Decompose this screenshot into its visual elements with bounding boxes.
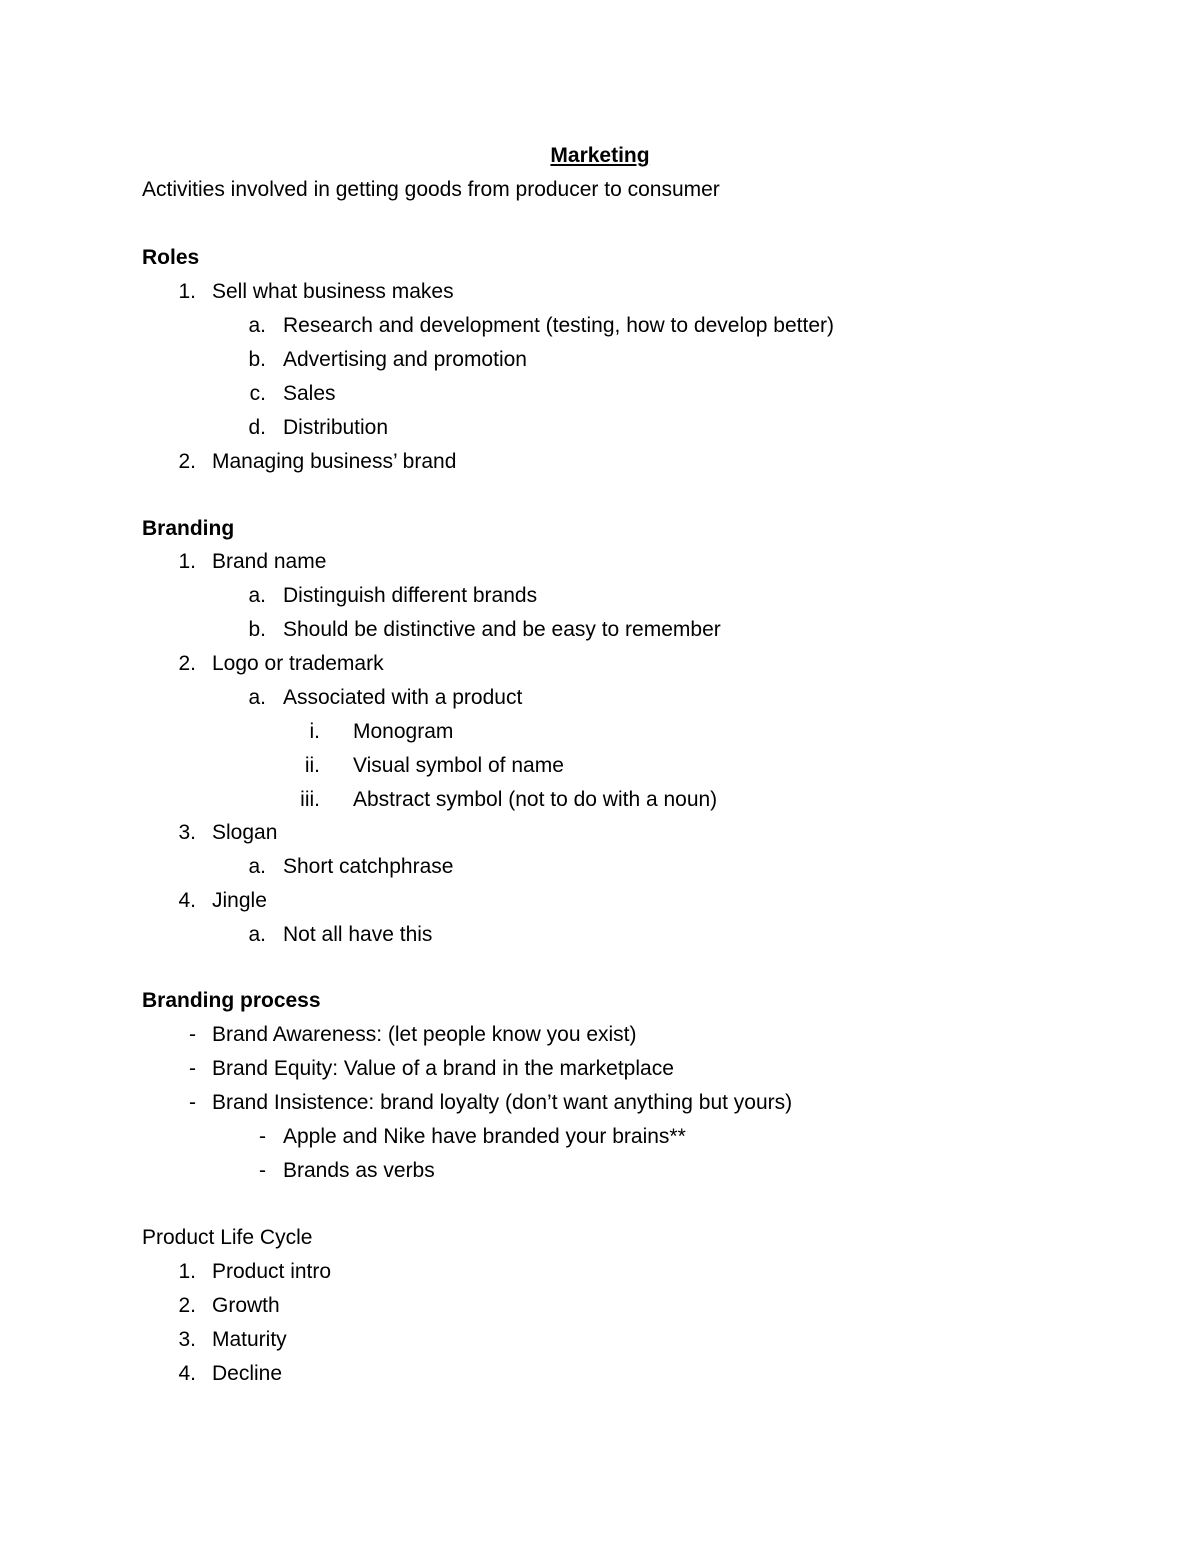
list-marker: b. [248,618,266,641]
list-marker: a. [248,855,266,878]
list-marker: 1. [178,550,196,573]
list-item: Should be distinctive and be easy to remember [283,618,721,641]
list-item: Brand Equity: Value of a brand in the marketplace [212,1057,674,1080]
list-marker: 4. [178,889,196,912]
list-item: Logo or trademark [212,652,384,675]
list-item: Brand name [212,550,327,573]
list-item: Abstract symbol (not to do with a noun) [353,788,718,811]
list-marker: iii. [300,788,320,811]
list-marker: a. [248,923,266,946]
list-marker: - [259,1159,266,1182]
list-marker: a. [248,584,266,607]
list-marker: - [189,1023,196,1046]
list-item: Apple and Nike have branded your brains** [283,1125,686,1148]
list-item: Associated with a product [283,686,523,709]
list-item: Short catchphrase [283,855,454,878]
list-marker: - [189,1091,196,1114]
list-marker: 4. [178,1362,196,1385]
list-item: Jingle [212,889,267,912]
list-marker: c. [249,382,266,405]
list-marker: d. [248,416,266,439]
list-item: Slogan [212,821,278,844]
list-marker: i. [309,720,320,743]
list-marker: - [189,1057,196,1080]
section-heading-branding: Branding [142,517,235,540]
list-item: Distribution [283,416,389,439]
list-item: Brand Insistence: brand loyalty (don’t want anything but yours) [212,1091,793,1114]
list-marker: 1. [178,280,196,303]
list-marker: b. [248,348,266,371]
list-marker: ii. [304,754,320,777]
list-item: Brands as verbs [283,1159,435,1182]
list-marker: 1. [178,1260,196,1283]
section-heading-branding-process: Branding process [142,989,321,1012]
list-item: Sales [283,382,336,405]
section-heading-product-life-cycle: Product Life Cycle [142,1226,313,1249]
list-item: Managing business’ brand [212,450,457,473]
list-item: Research and development (testing, how to develop better) [283,314,834,337]
list-item: Product intro [212,1260,332,1283]
list-item: Maturity [212,1328,287,1351]
list-marker: 2. [178,450,196,473]
page-title: Marketing [550,144,650,167]
list-marker: - [259,1125,266,1148]
list-item: Decline [212,1362,283,1385]
list-item: Growth [212,1294,280,1317]
list-item: Visual symbol of name [353,754,564,777]
list-item: Distinguish different brands [283,584,538,607]
list-marker: 2. [178,652,196,675]
list-item: Sell what business makes [212,280,454,303]
list-item: Not all have this [283,923,433,946]
section-heading-roles: Roles [142,246,200,269]
list-item: Monogram [353,720,454,743]
list-item: Advertising and promotion [283,348,527,371]
list-marker: 3. [178,1328,196,1351]
list-marker: 2. [178,1294,196,1317]
list-marker: a. [248,686,266,709]
list-marker: a. [248,314,266,337]
intro-text: Activities involved in getting goods from producer to consumer [142,178,720,201]
list-item: Brand Awareness: (let people know you exist) [212,1023,637,1046]
list-marker: 3. [178,821,196,844]
